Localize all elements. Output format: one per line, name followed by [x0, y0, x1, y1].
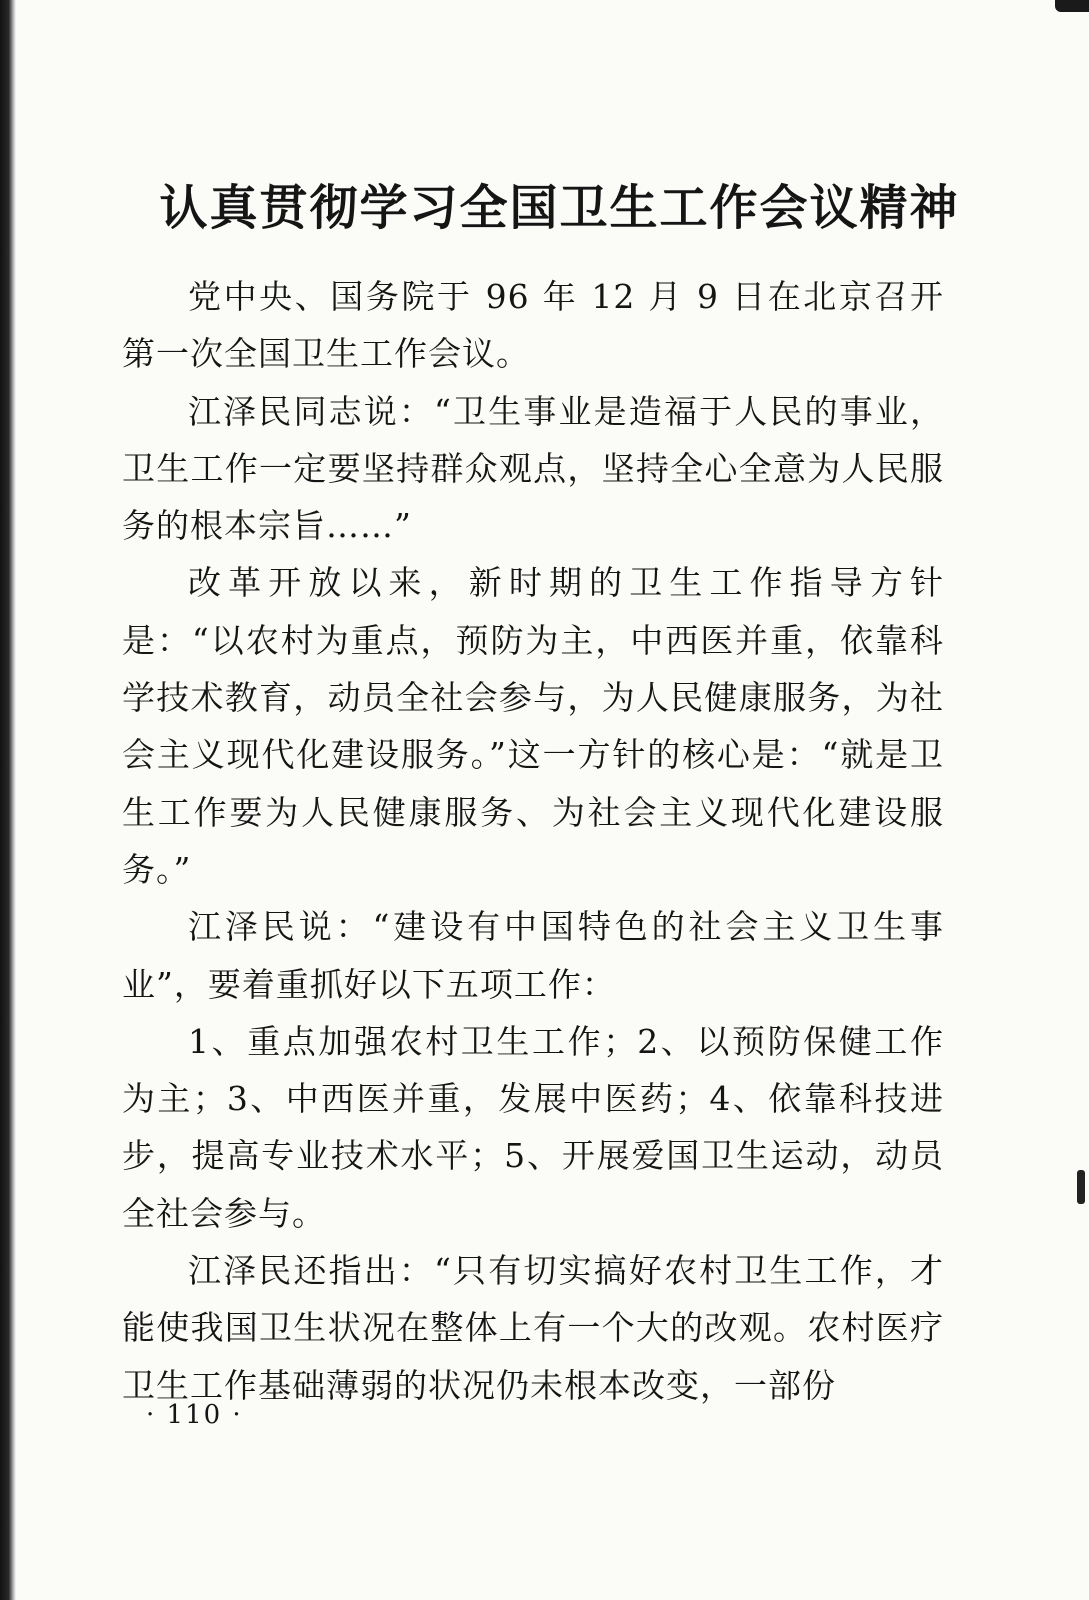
page-number: · 110 · — [146, 1400, 243, 1430]
paragraph-3: 改革开放以来，新时期的卫生工作指导方针是：“以农村为重点，预防为主，中西医并重，依靠科学技术教育，动员全社会参与，为人民健康服务，为社会主义现代化建设服务。”这一方针的核心是：“就是卫生工作要为人民健康服务、为社会主义现代化建设服务。” — [122, 563, 944, 889]
paragraph-6: 江泽民还指出：“只有切实搞好农村卫生工作，才能使我国卫生状况在整体上有一个大的改观。农村医疗卫生工作基础薄弱的状况仍未根本改变，一部份 — [122, 1251, 944, 1405]
paragraph-1: 党中央、国务院于 96 年 12 月 9 日在北京召开第一次全国卫生工作会议。 — [122, 277, 944, 374]
paragraph-2: 江泽民同志说：“卫生事业是造福于人民的事业，卫生工作一定要坚持群众观点，坚持全心全意为人民服务的根本宗旨……” — [122, 391, 944, 546]
article-body — [122, 268, 944, 1414]
article-title: 认真贯彻学习全国卫生工作会议精神 — [159, 180, 960, 236]
scan-edge-nick — [1077, 1170, 1085, 1204]
scan-corner-mark — [1055, 0, 1089, 12]
paragraph-4: 江泽民说：“建设有中国特色的社会主义卫生事业”，要着重抓好以下五项工作： — [122, 907, 944, 1004]
paragraph-5: 1、重点加强农村卫生工作；2、以预防保健工作为主；3、中西医并重，发展中医药；4、依靠科技进步，提高专业技术水平；5、开展爱国卫生运动，动员全社会参与。 — [122, 1021, 944, 1233]
